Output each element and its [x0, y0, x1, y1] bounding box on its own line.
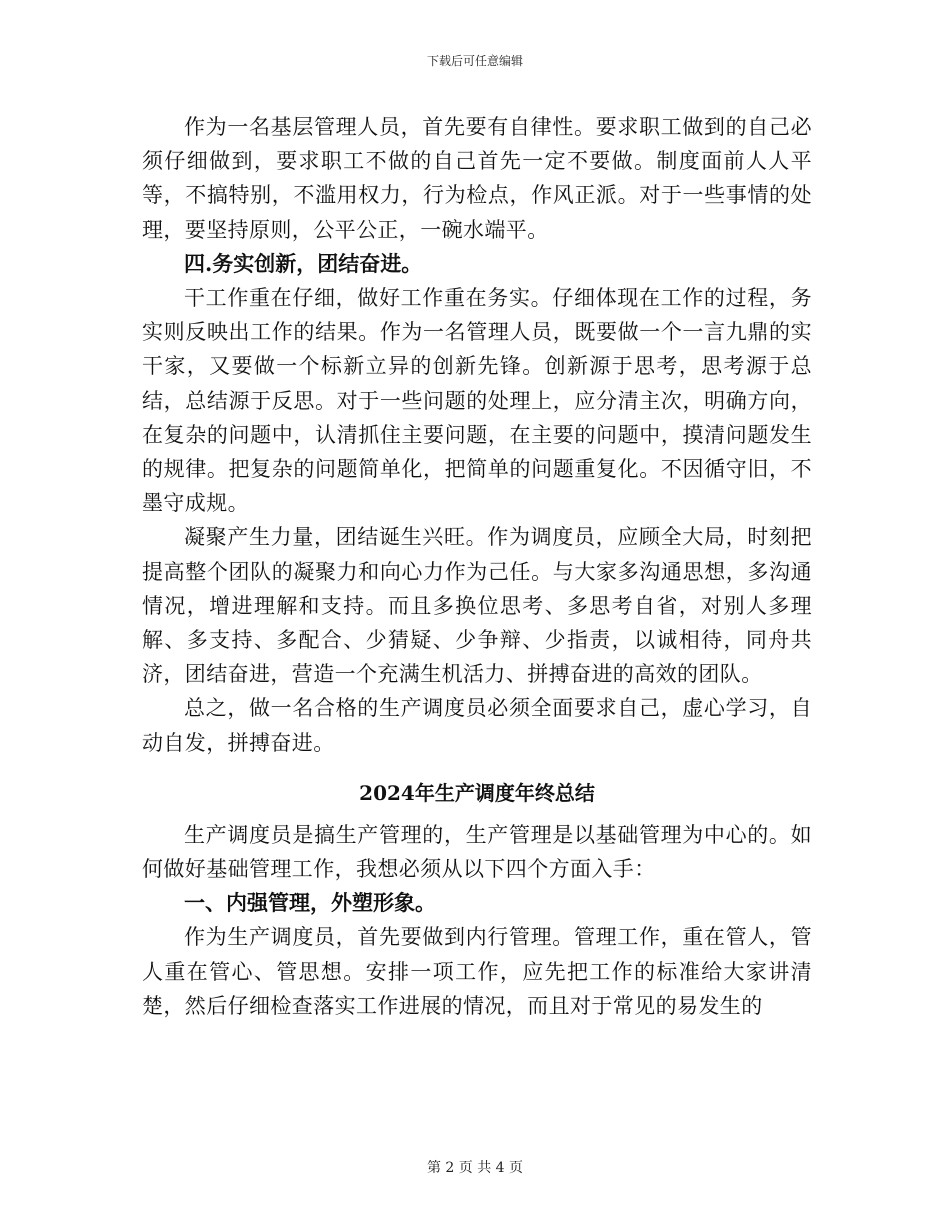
paragraph: 总之，做一名合格的生产调度员必须全面要求自己，虚心学习，自动自发，拼搏奋进。 [142, 696, 812, 755]
paragraph: 作为一名基层管理人员，首先要有自律性。要求职工做到的自己必须仔细做到，要求职工不做的自己首先一定不要做。制度面前人人平等，不搞特别，不滥用权力，行为检点，作风正派。对于一些事情的处理，要坚持原则，公平公正，一碗水端平。 [142, 115, 812, 242]
paragraph: 干工作重在仔细，做好工作重在务实。仔细体现在工作的过程，务实则反映出工作的结果。作为一名管理人员，既要做一个一言九鼎的实干家，又要做一个标新立异的创新先锋。创新源于思考，思考源于总结，总结源于反思。对于一些问题的处理上，应分清主次，明确方向，在复杂的问题中，认清抓住主要问题，在主要的问题中，摸清问题发生的规律。把复杂的问题简单化，把简单的问题重复化。不因循守旧，不墨守成规。 [142, 286, 812, 516]
paragraph: 作为生产调度员，首先要做到内行管理。管理工作，重在管人，管人重在管心、管思想。安排一项工作，应先把工作的标准给大家讲清楚，然后仔细检查落实工作进展的情况，而且对于常见的易发生的 [142, 925, 812, 1018]
paragraph: 凝聚产生力量，团结诞生兴旺。作为调度员，应顾全大局，时刻把提高整个团队的凝聚力和向心力作为己任。与大家多沟通思想，多沟通情况，增进理解和支持。而且多换位思考、多思考自省，对别人多理解、多支持、多配合、少猜疑、少争辩、少指责，以诚相待，同舟共济，团结奋进，营造一个充满生机活力、拼搏奋进的高效的团队。 [142, 525, 812, 687]
section-heading: 一、内强管理，外塑形象。 [184, 890, 436, 916]
page-footer: 第 2 页 共 4 页 [426, 1160, 524, 1176]
document-body [142, 110, 812, 1023]
section-heading: 四.务实创新，团结奋进。 [184, 250, 423, 276]
paragraph: 生产调度员是搞生产管理的，生产管理是以基础管理为中心的。如何做好基础管理工作，我想必须从以下四个方面入手： [142, 822, 812, 882]
page-header: 下载后可任意编辑 [426, 54, 523, 68]
document-title: 2024年生产调度年终总结 [359, 780, 595, 805]
